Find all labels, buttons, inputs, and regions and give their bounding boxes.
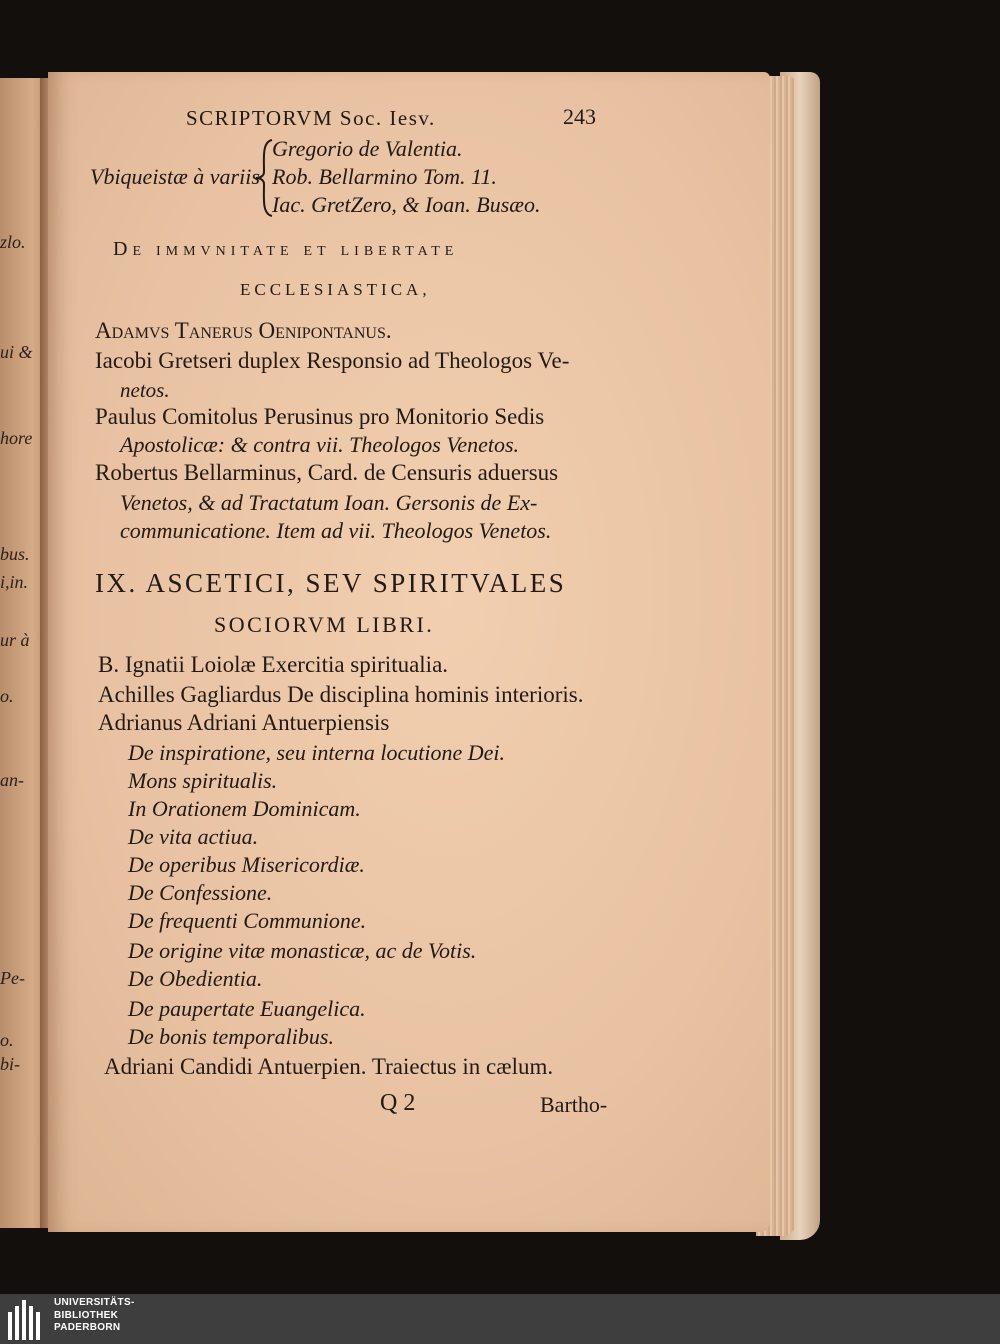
page-number: 243 bbox=[563, 104, 596, 129]
section-heading: IX. ASCETICI, SEV SPIRITVALES bbox=[95, 568, 567, 598]
left-page-fragment: Pe- bbox=[0, 968, 25, 988]
library-logo-icon bbox=[8, 1298, 48, 1340]
catchword: Bartho- bbox=[540, 1092, 608, 1117]
section-heading: ECCLESIASTICA, bbox=[240, 280, 431, 299]
left-page-fragment: hore bbox=[0, 428, 33, 448]
library-footer bbox=[0, 1294, 1000, 1344]
library-name-line: UNIVERSITÄTS- bbox=[54, 1297, 135, 1308]
library-name-line: BIBLIOTHEK bbox=[54, 1309, 119, 1321]
left-page-fragment: zlo. bbox=[0, 232, 26, 252]
library-name bbox=[54, 1297, 135, 1335]
left-page-fragment: o. bbox=[0, 686, 14, 706]
ubiquists-name: Gregorio de Valentia. bbox=[272, 136, 463, 161]
sub-list-item: De origine vitæ monasticæ, ac de Votis. bbox=[128, 938, 477, 963]
left-page-fragment: bi- bbox=[0, 1054, 20, 1074]
ubiquists-name: Rob. Bellarmino Tom. 11. bbox=[272, 164, 497, 189]
list-item: B. Ignatii Loiolæ Exercitia spiritualia. bbox=[98, 652, 449, 677]
ubiquists-label: Vbiqueistæ à variis bbox=[90, 164, 260, 189]
left-page-fragment: ur à bbox=[0, 630, 30, 650]
list-item: Adriani Candidi Antuerpien. Traiectus in cælum. bbox=[104, 1054, 554, 1079]
list-item: Adrianus Adriani Antuerpiensis bbox=[98, 710, 390, 735]
list-item: Iacobi Gretseri duplex Responsio ad Theologos Ve- bbox=[95, 348, 570, 373]
sub-list-item: De frequenti Communione. bbox=[128, 908, 367, 933]
sub-list-item: De paupertate Euangelica. bbox=[128, 996, 366, 1021]
sub-list-item: De vita actiua. bbox=[128, 824, 259, 849]
list-item: Adamvs Tanerus Oenipontanus. bbox=[95, 318, 392, 343]
list-item: communicatione. Item ad vii. Theologos Venetos. bbox=[120, 518, 552, 543]
sub-list-item: De bonis temporalibus. bbox=[128, 1024, 334, 1049]
list-item: netos. bbox=[120, 378, 170, 402]
signature-mark: Q 2 bbox=[380, 1090, 416, 1116]
left-page-fragment: o. bbox=[0, 1030, 14, 1050]
running-title: SCRIPTORVM Soc. Iesv. bbox=[186, 106, 436, 130]
list-item: Achilles Gagliardus De disciplina hominis interioris. bbox=[98, 682, 584, 707]
sub-list-item: De Obedientia. bbox=[128, 966, 263, 991]
list-item: Venetos, & ad Tractatum Ioan. Gersonis de Ex- bbox=[120, 490, 538, 515]
sub-list-item: De operibus Misericordiæ. bbox=[128, 852, 365, 877]
section-heading: De immvnitate et libertate bbox=[113, 238, 459, 260]
sub-list-item: In Orationem Dominicam. bbox=[128, 796, 361, 821]
library-name-line: PADERBORN bbox=[54, 1322, 121, 1333]
left-page-fragment: bus. bbox=[0, 544, 30, 564]
list-item: Apostolicæ: & contra vii. Theologos Venetos. bbox=[120, 432, 520, 457]
section-heading: SOCIORVM LIBRI. bbox=[214, 612, 435, 637]
sub-list-item: De inspiratione, seu interna locutione Dei. bbox=[128, 740, 505, 765]
left-page-fragment: i,in. bbox=[0, 572, 29, 592]
sub-list-item: Mons spiritualis. bbox=[128, 768, 278, 793]
left-page-fragment: an- bbox=[0, 770, 24, 790]
sub-list-item: De Confessione. bbox=[128, 880, 273, 905]
left-page-fragment: ui & bbox=[0, 342, 33, 362]
list-item: Paulus Comitolus Perusinus pro Monitorio Sedis bbox=[95, 404, 545, 429]
list-item: Robertus Bellarminus, Card. de Censuris aduersus bbox=[95, 460, 559, 485]
ubiquists-name: Iac. GretZero, & Ioan. Busæo. bbox=[272, 192, 541, 217]
